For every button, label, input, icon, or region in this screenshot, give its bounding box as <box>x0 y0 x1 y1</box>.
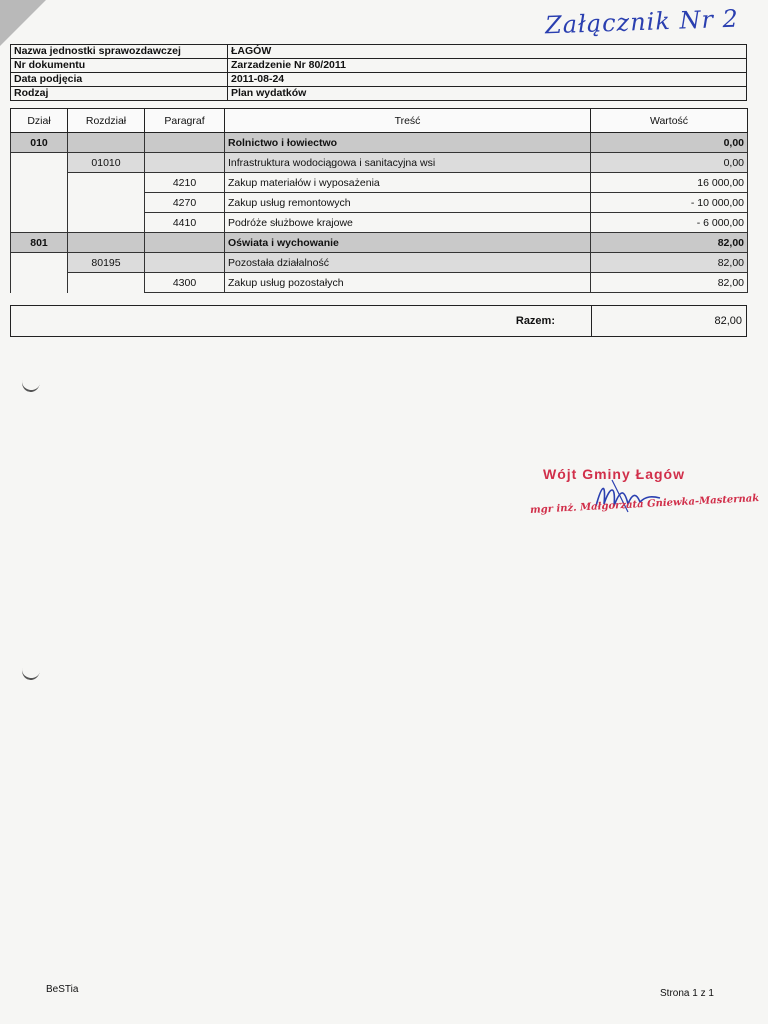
header-row-doc-number <box>11 59 747 73</box>
total-table <box>10 305 747 337</box>
footer-page-number: Strona 1 z 1 <box>660 988 714 999</box>
cell-tresc: Oświata i wychowanie <box>225 233 591 253</box>
header-label-type: Rodzaj <box>11 87 228 101</box>
col-header-rozdzial: Rozdział <box>68 109 145 133</box>
cell-tresc: Rolnictwo i łowiectwo <box>225 133 591 153</box>
header-value-date: 2011-08-24 <box>228 73 747 87</box>
col-header-paragraf: Paragraf <box>145 109 225 133</box>
page-corner-fold <box>0 0 46 46</box>
cell-paragraf: 4270 <box>145 193 225 213</box>
stamp-title: Wójt Gminy Łagów <box>543 466 685 482</box>
cell-dzial <box>11 173 68 193</box>
cell-dzial: 010 <box>11 133 68 153</box>
header-label-date: Data podjęcia <box>11 73 228 87</box>
cell-wartosc: 82,00 <box>591 253 748 273</box>
cell-wartosc: 16 000,00 <box>591 173 748 193</box>
col-header-wartosc: Wartość <box>591 109 748 133</box>
header-row-date <box>11 73 747 87</box>
table-row <box>11 193 748 213</box>
table-row <box>11 173 748 193</box>
footer-software-name: BeSTia <box>46 984 79 995</box>
cell-dzial <box>11 153 68 173</box>
cell-rozdzial: 01010 <box>68 153 145 173</box>
cell-rozdzial <box>68 273 145 293</box>
header-label-doc-number: Nr dokumentu <box>11 59 228 73</box>
cell-wartosc: 0,00 <box>591 153 748 173</box>
table-header-row <box>11 109 748 133</box>
cell-tresc: Infrastruktura wodociągowa i sanitacyjna wsi <box>225 153 591 173</box>
table-row <box>11 153 748 173</box>
cell-rozdzial <box>68 233 145 253</box>
expenditure-table <box>10 108 748 293</box>
attachment-handwritten-note: Załącznik Nr 2 <box>544 4 740 40</box>
cell-dzial <box>11 253 68 273</box>
cell-paragraf <box>145 253 225 273</box>
cell-rozdzial <box>68 173 145 193</box>
col-header-tresc: Treść <box>225 109 591 133</box>
cell-dzial <box>11 273 68 293</box>
header-row-type <box>11 87 747 101</box>
table-row <box>11 133 748 153</box>
cell-rozdzial <box>68 133 145 153</box>
header-row-unit <box>11 45 747 59</box>
cell-paragraf <box>145 133 225 153</box>
header-value-type: Plan wydatków <box>228 87 747 101</box>
cell-rozdzial <box>68 213 145 233</box>
header-label-unit: Nazwa jednostki sprawozdawczej <box>11 45 228 59</box>
punch-hole-mark <box>20 659 41 682</box>
header-value-doc-number: Zarzadzenie Nr 80/2011 <box>228 59 747 73</box>
cell-wartosc: 82,00 <box>591 233 748 253</box>
total-label: Razem: <box>11 306 592 337</box>
total-value: 82,00 <box>592 306 747 337</box>
total-row <box>11 306 747 337</box>
cell-tresc: Zakup materiałów i wyposażenia <box>225 173 591 193</box>
document-header-table <box>10 44 747 101</box>
table-row <box>11 273 748 293</box>
cell-dzial <box>11 213 68 233</box>
cell-tresc: Zakup usług remontowych <box>225 193 591 213</box>
cell-rozdzial: 80195 <box>68 253 145 273</box>
cell-wartosc: - 10 000,00 <box>591 193 748 213</box>
cell-wartosc: - 6 000,00 <box>591 213 748 233</box>
cell-paragraf <box>145 233 225 253</box>
col-header-dzial: Dział <box>11 109 68 133</box>
punch-hole-mark <box>20 371 41 394</box>
cell-wartosc: 82,00 <box>591 273 748 293</box>
cell-paragraf: 4410 <box>145 213 225 233</box>
table-row <box>11 233 748 253</box>
cell-dzial <box>11 193 68 213</box>
cell-rozdzial <box>68 193 145 213</box>
cell-tresc: Podróże służbowe krajowe <box>225 213 591 233</box>
cell-tresc: Zakup usług pozostałych <box>225 273 591 293</box>
cell-paragraf: 4210 <box>145 173 225 193</box>
cell-paragraf <box>145 153 225 173</box>
stamp-name: mgr inż. Małgorzata Gniewka-Masternak <box>529 493 760 516</box>
header-value-unit: ŁAGÓW <box>228 45 747 59</box>
cell-paragraf: 4300 <box>145 273 225 293</box>
cell-tresc: Pozostała działalność <box>225 253 591 273</box>
cell-dzial: 801 <box>11 233 68 253</box>
table-row <box>11 213 748 233</box>
table-row <box>11 253 748 273</box>
cell-wartosc: 0,00 <box>591 133 748 153</box>
